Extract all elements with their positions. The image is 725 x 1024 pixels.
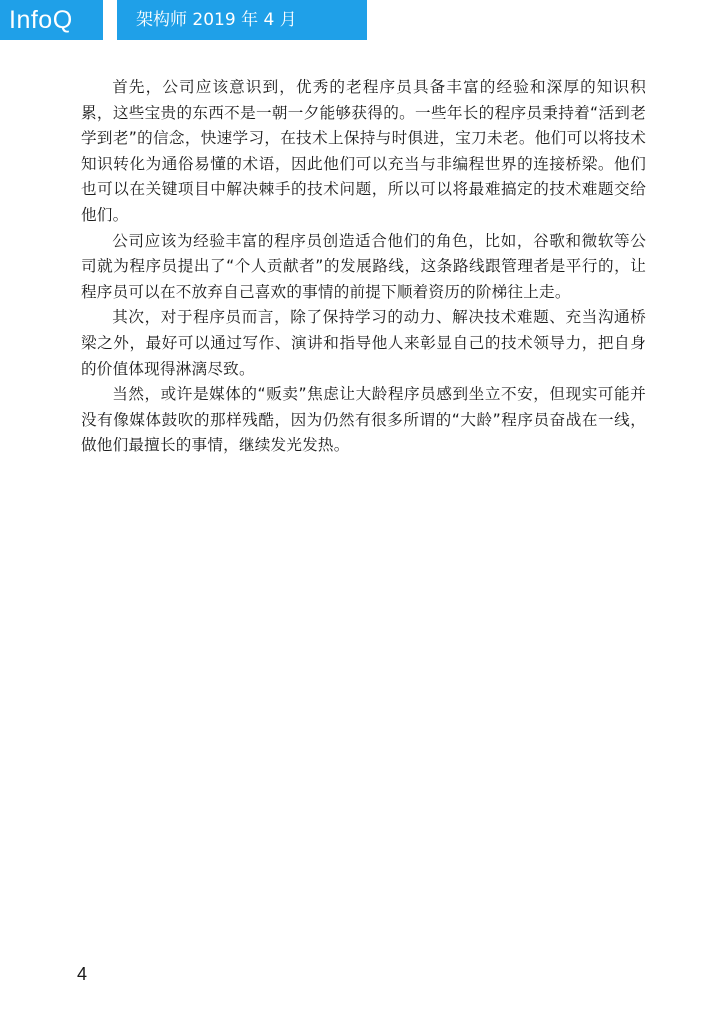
page-number: 4 — [77, 964, 88, 984]
brand-name: InfoQ — [9, 6, 73, 34]
infoq-logo — [0, 0, 103, 40]
issue-header — [117, 0, 367, 40]
article-paragraph: 首先，公司应该意识到，优秀的老程序员具备丰富的经验和深厚的知识积累，这些宝贵的东西不是一朝一夕能够获得的。一些年长的程序员秉持着“活到老学到老”的信念，快速学习，在技术上保持与时俱进，宝刀未老。他们可以将技术知识转化为通俗易懂的术语，因此他们可以充当与非编程世界的连接桥梁。他们也可以在关键项目中解决棘手的技术问题，所以可以将最难搞定的技术难题交给他们。 — [81, 78, 646, 224]
article-paragraph: 公司应该为经验丰富的程序员创造适合他们的角色，比如，谷歌和微软等公司就为程序员提出了“个人贡献者”的发展路线，这条路线跟管理者是平行的，让程序员可以在不放弃自己喜欢的事情的前提下顺着资历的阶梯往上走。 — [81, 231, 646, 301]
article-body — [81, 75, 646, 459]
article-paragraph: 当然，或许是媒体的“贩卖”焦虑让大龄程序员感到坐立不安，但现实可能并没有像媒体鼓吹的那样残酷，因为仍然有很多所谓的“大龄”程序员奋战在一线，做他们最擅长的事情，继续发光发热。 — [81, 385, 646, 455]
article-paragraph: 其次，对于程序员而言，除了保持学习的动力、解决技术难题、充当沟通桥梁之外，最好可以通过写作、演讲和指导他人来彰显自己的技术领导力，把自身的价值体现得淋漓尽致。 — [81, 308, 646, 378]
issue-title: 架构师 2019 年 4 月 — [136, 10, 297, 30]
